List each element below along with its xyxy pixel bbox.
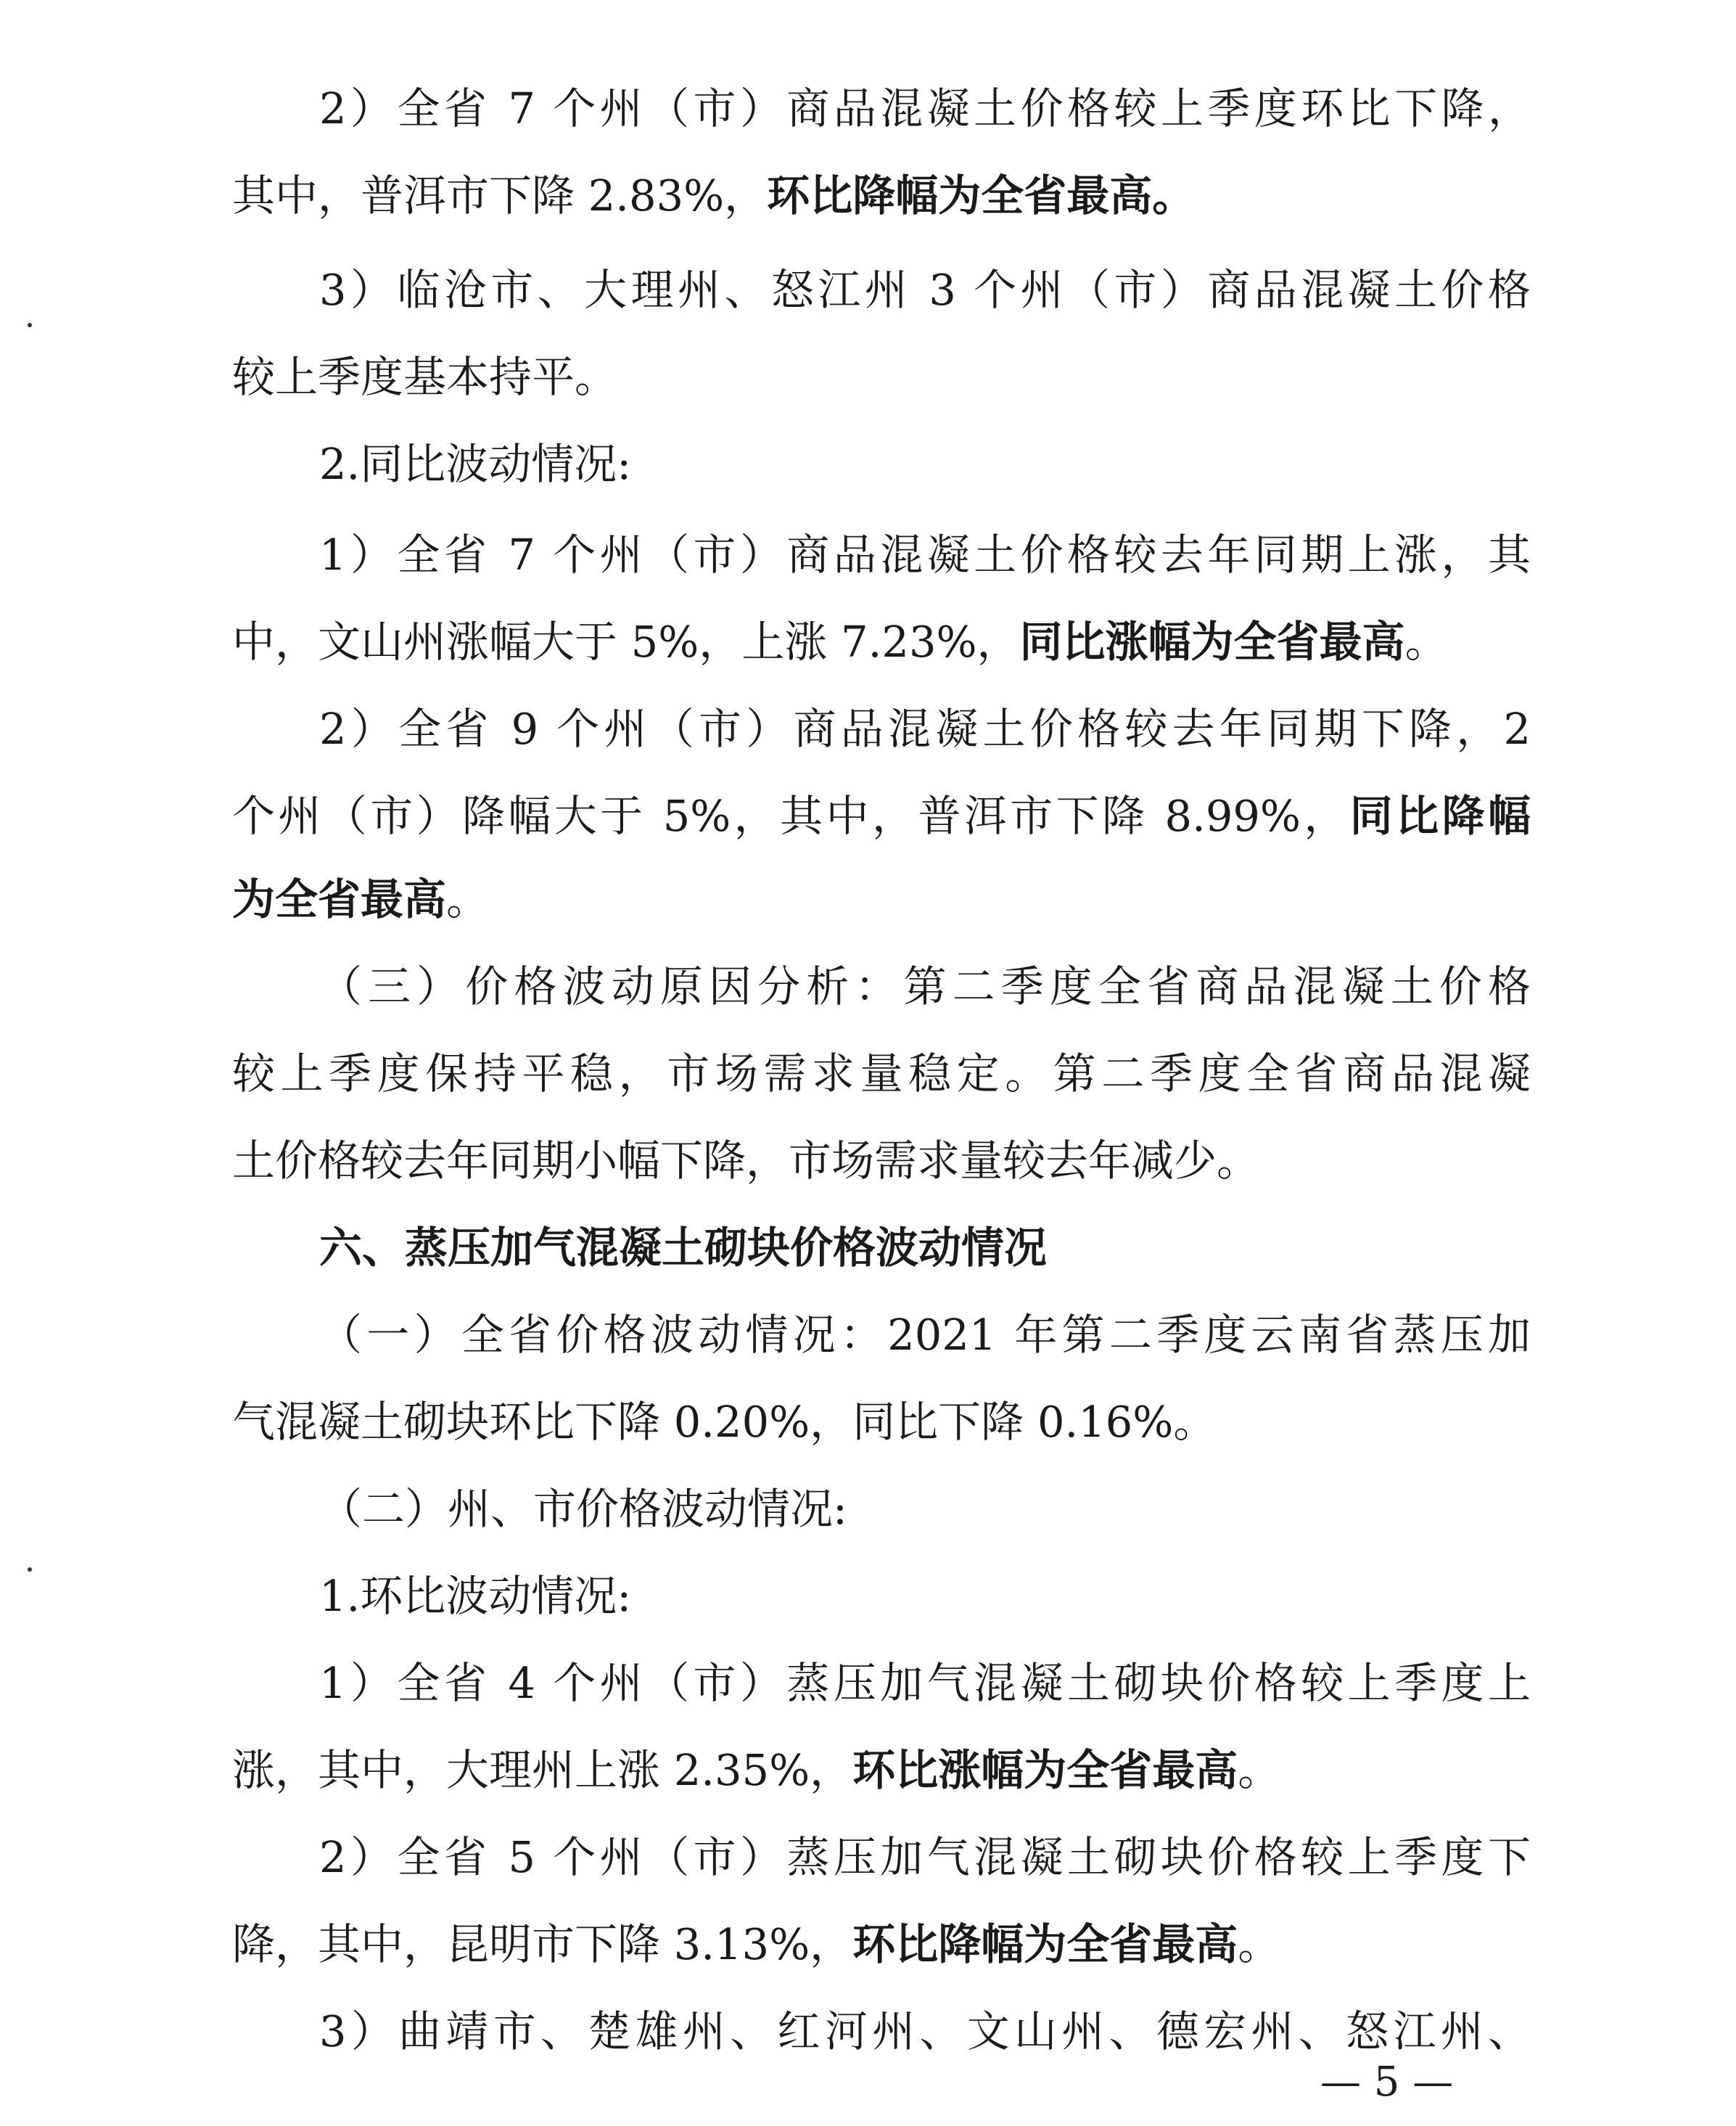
text-line: 土价格较去年同期小幅下降，市场需求量较去年减少。 xyxy=(232,1136,1260,1186)
text-line xyxy=(232,613,1531,671)
text-line: 2）全省 9 个州（市）商品混凝土价格较去年同期下降，2 xyxy=(319,704,1531,754)
text-span: 其中，普洱市下降 2.83%， xyxy=(232,171,768,221)
text-span: 。 xyxy=(446,874,490,924)
emphasis-text: 同比降幅 xyxy=(1349,791,1531,841)
emphasis-text: 环比涨幅为全省最高 xyxy=(852,1745,1238,1795)
text-line xyxy=(232,1741,1531,1799)
text-line xyxy=(232,871,1531,929)
text-line: 3）曲靖市、楚雄州、红河州、文山州、德宏州、怒江州、 xyxy=(319,2006,1531,2056)
text-span: 。 xyxy=(1238,1745,1281,1795)
emphasis-text: 为全省最高 xyxy=(232,874,447,924)
emphasis-text: 同比涨幅为全省最高 xyxy=(1019,617,1405,667)
text-line: 1）全省 4 个州（市）蒸压加气混凝土砌块价格较上季度上 xyxy=(319,1658,1531,1708)
text-line: （一）全省价格波动情况：2021 年第二季度云南省蒸压加 xyxy=(319,1310,1531,1360)
emphasis-text: 环比降幅为全省最高 xyxy=(852,1919,1238,1969)
text-line xyxy=(232,1916,1531,1974)
text-line: 2）全省 5 个州（市）蒸压加气混凝土砌块价格较上季度下 xyxy=(319,1832,1531,1882)
text-span: 降，其中，昆明市下降 3.13%， xyxy=(232,1919,853,1969)
section-heading: 六、蒸压加气混凝土砌块价格波动情况 xyxy=(319,1223,1048,1273)
subheading: 2.同比波动情况: xyxy=(319,439,632,489)
text-line: 较上季度基本持平。 xyxy=(232,352,618,402)
text-line: （三）价格波动原因分析：第二季度全省商品混凝土价格 xyxy=(319,961,1531,1011)
text-line: 3）临沧市、大理州、怒江州 3 个州（市）商品混凝土价格 xyxy=(319,265,1531,315)
text-line: 1）全省 7 个州（市）商品混凝土价格较去年同期上涨，其 xyxy=(319,530,1531,580)
text-line xyxy=(232,787,1531,845)
scan-speck xyxy=(28,1567,32,1572)
text-span: 涨，其中，大理州上涨 2.35%， xyxy=(232,1745,853,1795)
scan-speck xyxy=(28,323,32,327)
subheading: 1.环比波动情况: xyxy=(319,1571,632,1621)
page-number: — 5 — xyxy=(1320,2059,1454,2106)
text-span: 。 xyxy=(1404,617,1448,667)
emphasis-text: 环比降幅为全省最高。 xyxy=(767,171,1196,221)
text-line xyxy=(232,167,1531,225)
text-span: 。 xyxy=(1238,1919,1281,1969)
text-span: 中，文山州涨幅大于 5%，上涨 7.23%， xyxy=(232,617,1020,667)
subheading: （二）州、市价格波动情况: xyxy=(319,1484,847,1534)
text-line: 气混凝土砌块环比下降 0.20%，同比下降 0.16%。 xyxy=(232,1397,1217,1447)
text-line: 较上季度保持平稳，市场需求量稳定。第二季度全省商品混凝 xyxy=(232,1048,1531,1099)
text-span: 个州（市）降幅大于 5%，其中，普洱市下降 8.99%， xyxy=(232,791,1350,841)
text-line: 2）全省 7 个州（市）商品混凝土价格较上季度环比下降， xyxy=(319,83,1531,134)
